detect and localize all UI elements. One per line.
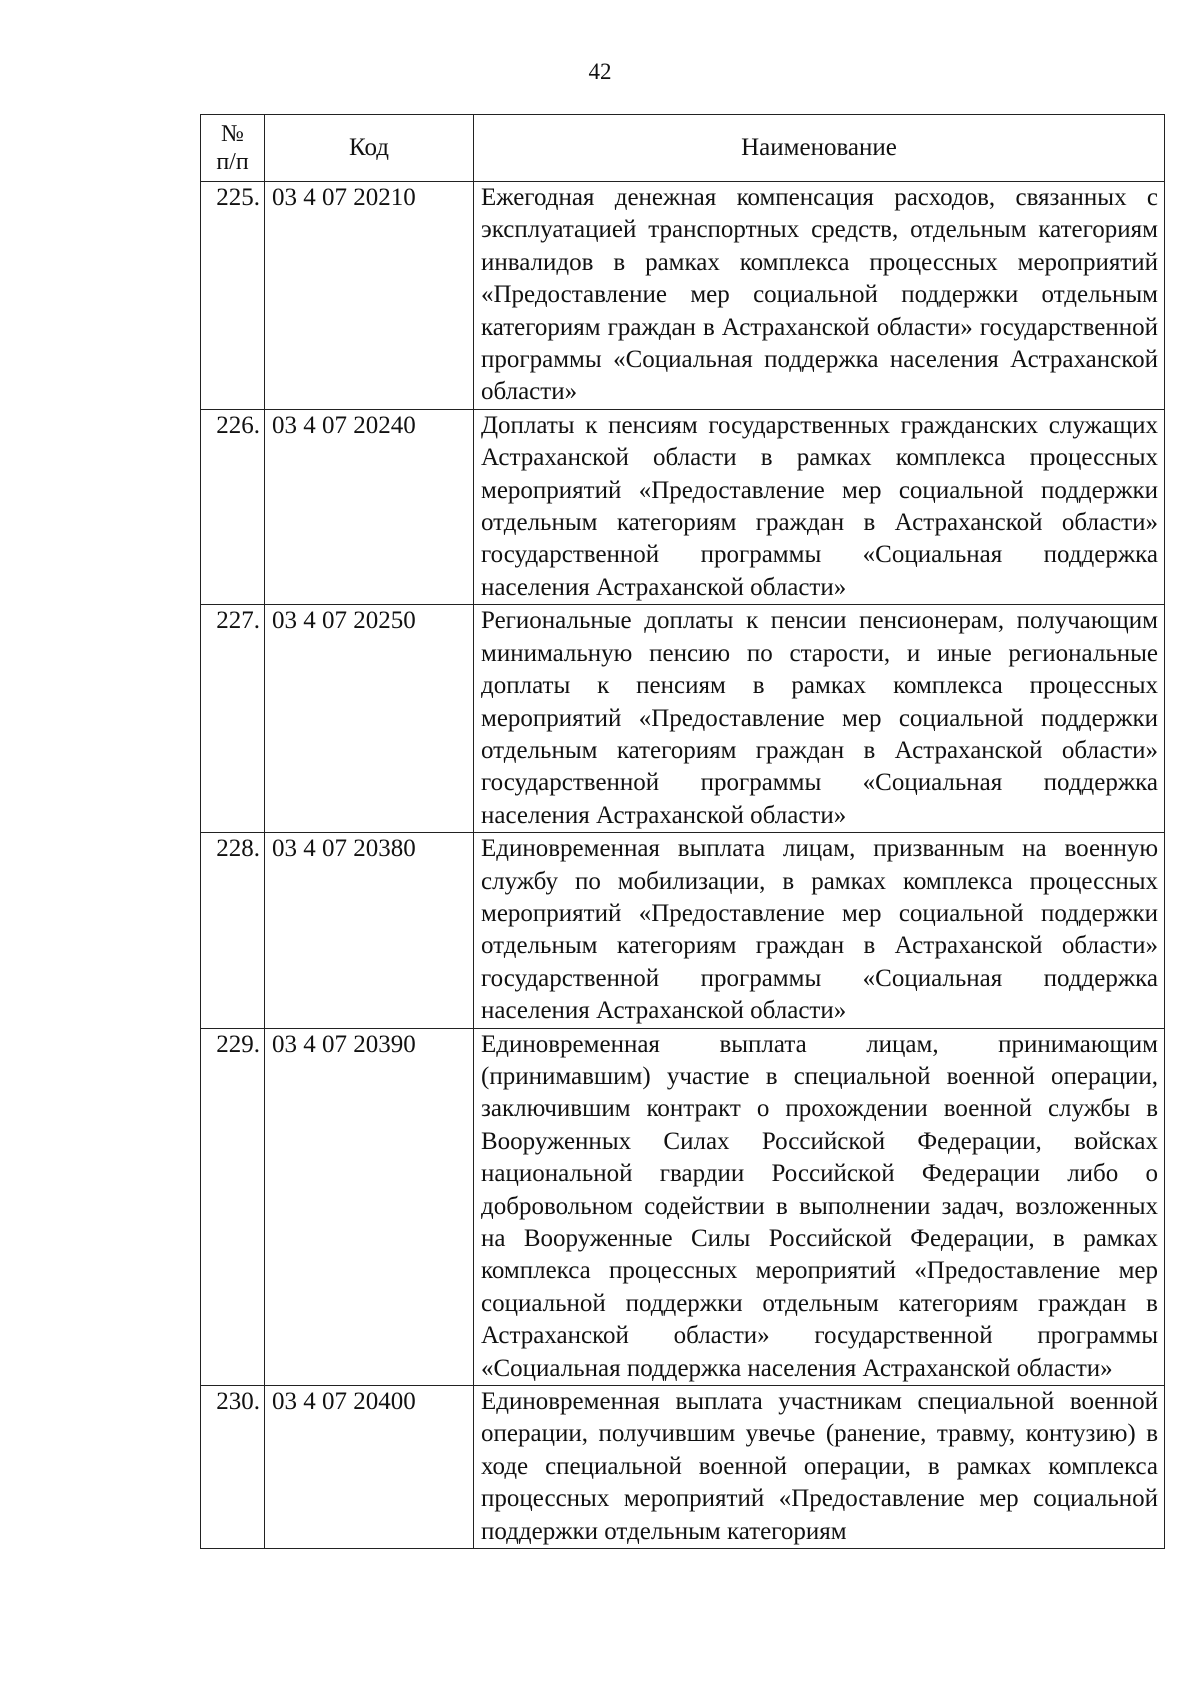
row-name: Единовременная выплата участникам специальной военной операции, получившим увечье (ранение, травму, контузию) в ходе специальной военной операции, в рамках комплекса процессных мероприятий «Предоставление мер социальной поддержки отдельным категориям [474, 1386, 1165, 1549]
row-name: Ежегодная денежная компенсация расходов, связанных с эксплуатацией транспортных средств, отдельным категориям инвалидов в рамках комплекса процессных мероприятий «Предоставление мер социальной поддержки отдельным категориям граждан в Астраханской области» государственной программы «Социальная поддержка населения Астраханской области» [474, 182, 1165, 410]
row-number: 225. [201, 182, 265, 410]
header-code: Код [265, 115, 474, 182]
table-header-row [201, 115, 1165, 182]
row-name: Единовременная выплата лицам, принимающим (принимавшим) участие в специальной военной операции, заключившим контракт о прохождении военной службы в Вооруженных Силах Российской Федерации, войсках национальной гвардии Российской Федерации либо о добровольном содействии в выполнении задач, возложенных на Вооруженные Силы Российской Федерации, в рамках комплекса процессных мероприятий «Предоставление мер социальной поддержки отдельным категориям граждан в Астраханской области» государственной программы «Социальная поддержка населения Астраханской области» [474, 1028, 1165, 1385]
table-row [201, 605, 1165, 833]
row-code: 03 4 07 20390 [265, 1028, 474, 1385]
table-row [201, 833, 1165, 1028]
header-number [201, 115, 265, 182]
row-number: 227. [201, 605, 265, 833]
classification-table [200, 114, 1165, 1549]
row-code: 03 4 07 20380 [265, 833, 474, 1028]
row-name: Региональные доплаты к пенсии пенсионерам, получающим минимальную пенсию по старости, и иные региональные доплаты к пенсиям в рамках комплекса процессных мероприятий «Предоставление мер социальной поддержки отдельным категориям граждан в Астраханской области» государственной программы «Социальная поддержка населения Астраханской области» [474, 605, 1165, 833]
page-number: 42 [588, 59, 612, 84]
row-name: Доплаты к пенсиям государственных гражданских служащих Астраханской области в рамках комплекса процессных мероприятий «Предоставление мер социальной поддержки отдельным категориям граждан в Астраханской области» государственной программы «Социальная поддержка населения Астраханской области» [474, 409, 1165, 604]
table-row [201, 409, 1165, 604]
header-name: Наименование [474, 115, 1165, 182]
row-code: 03 4 07 20400 [265, 1386, 474, 1549]
row-number: 226. [201, 409, 265, 604]
table-row [201, 1386, 1165, 1549]
row-code: 03 4 07 20240 [265, 409, 474, 604]
row-number: 230. [201, 1386, 265, 1549]
header-number-sign: № [221, 121, 244, 147]
row-number: 229. [201, 1028, 265, 1385]
row-code: 03 4 07 20250 [265, 605, 474, 833]
header-number-abbr: п/п [216, 149, 249, 175]
row-code: 03 4 07 20210 [265, 182, 474, 410]
table-row [201, 1028, 1165, 1385]
table-row [201, 182, 1165, 410]
row-number: 228. [201, 833, 265, 1028]
row-name: Единовременная выплата лицам, призванным на военную службу по мобилизации, в рамках комплекса процессных мероприятий «Предоставление мер социальной поддержки отдельным категориям граждан в Астраханской области» государственной программы «Социальная поддержка населения Астраханской области» [474, 833, 1165, 1028]
